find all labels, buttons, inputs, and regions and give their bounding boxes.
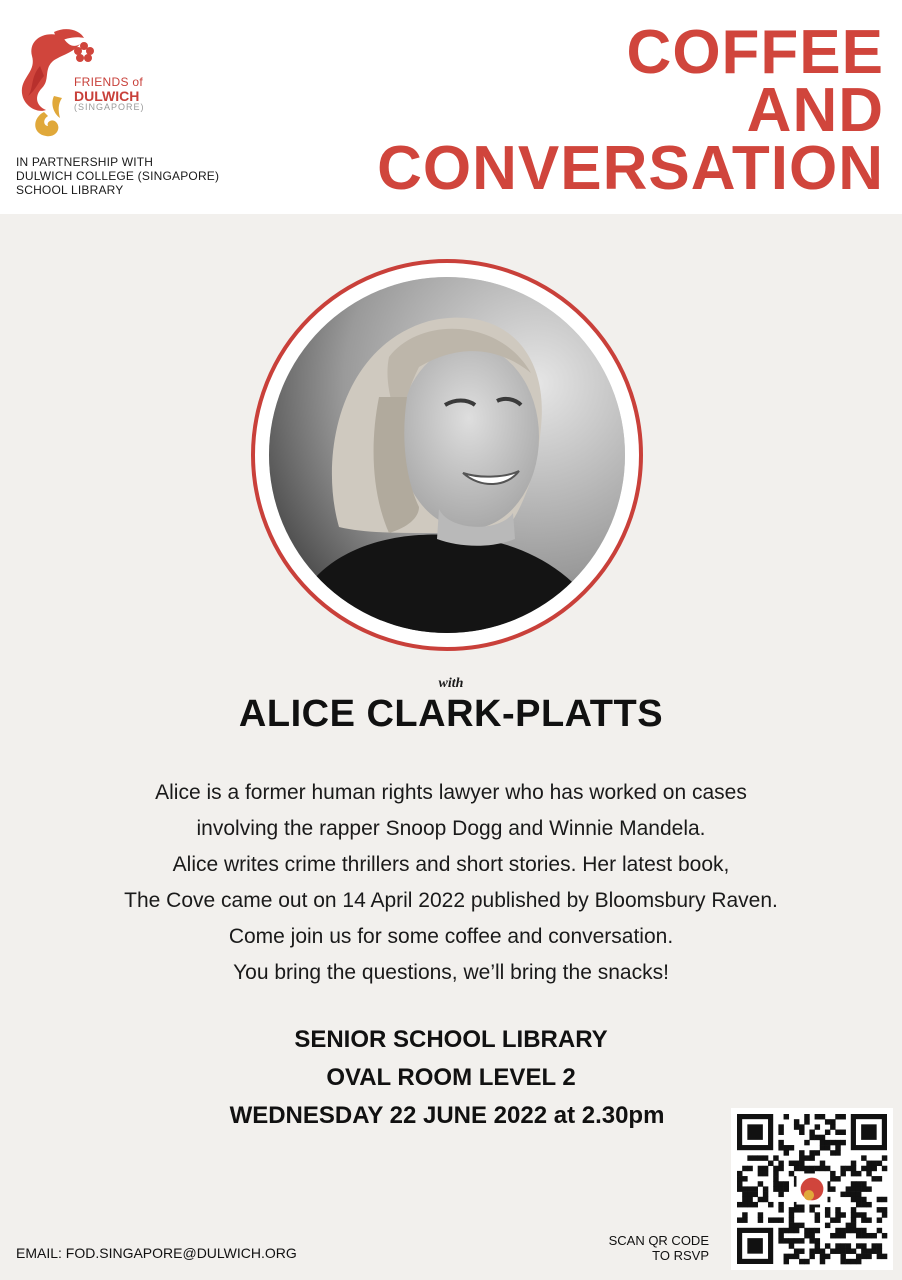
logo-wordmark	[74, 76, 145, 113]
title-line: CONVERSATION	[377, 134, 884, 203]
bio-line: You bring the questions, we’ll bring the snacks!	[233, 961, 669, 984]
header	[0, 0, 902, 214]
bio-line: involving the rapper Snoop Dogg and Winnie Mandela.	[196, 817, 706, 840]
event-date: WEDNESDAY 22 JUNE 2022 at 2.30pm	[229, 1102, 665, 1129]
title-line: COFFEE	[626, 18, 884, 87]
title-line: AND	[746, 76, 884, 145]
venue-line: SENIOR SCHOOL LIBRARY	[294, 1026, 608, 1053]
speaker-photo-frame	[251, 259, 643, 651]
speaker-bio	[40, 775, 862, 991]
partnership-text	[16, 155, 219, 197]
logo-line-3: (SINGAPORE)	[74, 102, 145, 113]
bio-line: Come join us for some coffee and conversation.	[228, 925, 674, 948]
with-label: with	[438, 676, 464, 691]
partnership-line: SCHOOL LIBRARY	[16, 183, 124, 197]
partnership-line: IN PARTNERSHIP WITH	[16, 155, 154, 169]
speaker-photo	[269, 277, 625, 633]
contact-email[interactable]: EMAIL: FOD.SINGAPORE@DULWICH.ORG	[16, 1245, 297, 1261]
partnership-line: DULWICH COLLEGE (SINGAPORE)	[16, 169, 220, 183]
logo-line-1: FRIENDS of	[74, 75, 144, 89]
qr-code-icon[interactable]	[731, 1108, 893, 1270]
logo-line-2: DULWICH	[74, 87, 140, 104]
speaker-name: ALICE CLARK-PLATTS	[238, 693, 664, 735]
venue-room: OVAL ROOM LEVEL 2	[326, 1064, 576, 1091]
bio-line: Alice writes crime thrillers and short stories. Her latest book,	[172, 853, 730, 876]
bio-line: Alice is a former human rights lawyer who has worked on cases	[155, 781, 747, 804]
rsvp-line: SCAN QR CODE	[608, 1233, 709, 1248]
rsvp-line: TO RSVP	[652, 1248, 709, 1263]
event-title	[377, 18, 884, 203]
rsvp-instructions	[609, 1233, 709, 1263]
bio-line: The Cove came out on 14 April 2022 published by Bloomsbury Raven.	[124, 889, 778, 912]
